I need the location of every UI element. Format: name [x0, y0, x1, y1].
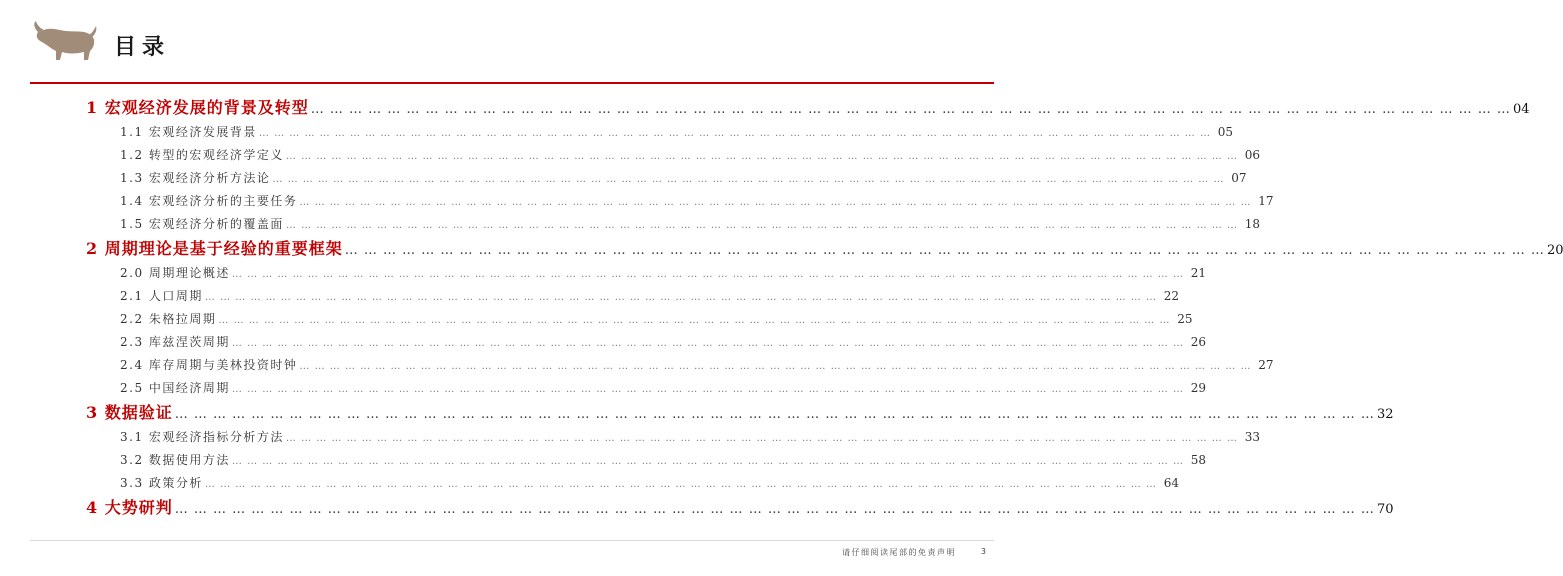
toc-subsection[interactable] [86, 354, 1274, 377]
toc-subsection[interactable] [86, 472, 1179, 495]
dot-leader: … … … … … … … … … … … … … … … … … … … … … … … … … … … … … … … … … … … … … … … … … … … … … … … … … … … … … … … … … … … … … … … [258, 128, 1211, 139]
toc-subsection-page-number: 25 [1177, 312, 1193, 326]
toc-subsection[interactable] [86, 308, 1193, 331]
dot-leader: … … … … … … … … … … … … … … … … … … … … … … … … … … … … … … … … … … … … … … … … … … … … … … … … … … … … … … … … … … … … … … … [174, 502, 1375, 517]
toc-subsection-page-number: 64 [1163, 476, 1179, 490]
toc-subsection[interactable] [86, 285, 1179, 308]
toc-subsection[interactable] [86, 167, 1247, 190]
dot-leader: … … … … … … … … … … … … … … … … … … … … … … … … … … … … … … … … … … … … … … … … … … … … … … … … … … … … … … … … … … … … … … … [231, 384, 1184, 395]
toc-subsection[interactable] [86, 213, 1260, 236]
toc-subsection[interactable] [86, 190, 1274, 213]
bull-icon [30, 18, 98, 62]
dot-leader: … … … … … … … … … … … … … … … … … … … … … … … … … … … … … … … … … … … … … … … … … … … … … … … … … … … … … … … … … … … … … … … [204, 479, 1157, 490]
toc-subsection[interactable] [86, 426, 1260, 449]
toc-section-label: 4 大势研判 [86, 498, 173, 517]
toc-section-label: 3 数据验证 [86, 403, 173, 422]
toc-subsection-page-number: 18 [1244, 217, 1260, 231]
toc-subsection[interactable] [86, 449, 1206, 472]
dot-leader: … … … … … … … … … … … … … … … … … … … … … … … … … … … … … … … … … … … … … … … … … … … … … … … … … … … … … … … … … … … … … … … [231, 338, 1184, 349]
dot-leader: … … … … … … … … … … … … … … … … … … … … … … … … … … … … … … … … … … … … … … … … … … … … … … … … … … … … … … … … … … … … … … … [174, 407, 1375, 422]
toc-subsection-label: 2.2 朱格拉周期 [120, 312, 217, 326]
toc-section-label: 1 宏观经济发展的背景及转型 [86, 98, 309, 117]
toc-section[interactable] [86, 95, 1530, 121]
page-number: 3 [980, 547, 986, 556]
disclaimer-text: 请仔细阅读尾部的免责声明 [842, 548, 956, 557]
dot-leader: … … … … … … … … … … … … … … … … … … … … … … … … … … … … … … … … … … … … … … … … … … … … … … … … … … … … … … … … … … … … … … … [231, 456, 1184, 467]
toc-subsection-label: 2.1 人口周期 [120, 289, 203, 303]
toc-subsection[interactable] [86, 377, 1206, 400]
toc-section-page-number: 32 [1376, 407, 1394, 422]
toc-subsection-page-number: 29 [1190, 381, 1206, 395]
toc-subsection-label: 1.3 宏观经济分析方法论 [120, 171, 271, 185]
toc-subsection-page-number: 22 [1163, 289, 1179, 303]
toc-section-label: 2 周期理论是基于经验的重要框架 [86, 239, 343, 258]
dot-leader: … … … … … … … … … … … … … … … … … … … … … … … … … … … … … … … … … … … … … … … … … … … … … … … … … … … … … … … … … … … … … … … [204, 292, 1157, 303]
toc-subsection-label: 2.3 库兹涅茨周期 [120, 335, 230, 349]
toc-subsection-label: 3.2 数据使用方法 [120, 453, 230, 467]
toc-section[interactable] [86, 236, 1563, 262]
dot-leader: … … … … … … … … … … … … … … … … … … … … … … … … … … … … … … … … … … … … … … … … … … … … … … … … … … … … … … … … … … … … … … … [285, 433, 1238, 444]
toc-subsection-label: 1.4 宏观经济分析的主要任务 [120, 194, 298, 208]
toc-section-page-number: 20 [1546, 243, 1563, 258]
toc-subsection[interactable] [86, 331, 1206, 354]
toc-section-page-number: 70 [1376, 502, 1394, 517]
toc-subsection-label: 2.4 库存周期与美林投资时钟 [120, 358, 298, 372]
toc-subsection-page-number: 21 [1190, 266, 1206, 280]
dot-leader: … … … … … … … … … … … … … … … … … … … … … … … … … … … … … … … … … … … … … … … … … … … … … … … … … … … … … … … … … … … … … … … [310, 102, 1511, 117]
dot-leader: … … … … … … … … … … … … … … … … … … … … … … … … … … … … … … … … … … … … … … … … … … … … … … … … … … … … … … … … … … … … … … … [218, 315, 1171, 326]
dot-leader: … … … … … … … … … … … … … … … … … … … … … … … … … … … … … … … … … … … … … … … … … … … … … … … … … … … … … … … … … … … … … … … [344, 243, 1545, 258]
dot-leader: … … … … … … … … … … … … … … … … … … … … … … … … … … … … … … … … … … … … … … … … … … … … … … … … … … … … … … … … … … … … … … … [299, 197, 1252, 208]
toc-subsection-page-number: 07 [1231, 171, 1247, 185]
header-divider [30, 82, 994, 84]
toc-subsection-label: 2.0 周期理论概述 [120, 266, 230, 280]
page-title: 目录 [114, 35, 171, 60]
toc-subsection-label: 3.3 政策分析 [120, 476, 203, 490]
toc-subsection-label: 1.2 转型的宏观经济学定义 [120, 148, 284, 162]
toc-subsection-label: 2.5 中国经济周期 [120, 381, 230, 395]
toc-subsection-label: 3.1 宏观经济指标分析方法 [120, 430, 284, 444]
toc-subsection-label: 1.5 宏观经济分析的覆盖面 [120, 217, 284, 231]
dot-leader: … … … … … … … … … … … … … … … … … … … … … … … … … … … … … … … … … … … … … … … … … … … … … … … … … … … … … … … … … … … … … … … [272, 174, 1225, 185]
toc-section[interactable] [86, 400, 1394, 426]
dot-leader: … … … … … … … … … … … … … … … … … … … … … … … … … … … … … … … … … … … … … … … … … … … … … … … … … … … … … … … … … … … … … … … [285, 220, 1238, 231]
dot-leader: … … … … … … … … … … … … … … … … … … … … … … … … … … … … … … … … … … … … … … … … … … … … … … … … … … … … … … … … … … … … … … … [299, 361, 1252, 372]
toc-subsection[interactable] [86, 121, 1233, 144]
toc-section-page-number: 04 [1512, 102, 1530, 117]
toc-subsection-page-number: 58 [1190, 453, 1206, 467]
toc-subsection-page-number: 06 [1244, 148, 1260, 162]
toc-subsection-page-number: 33 [1244, 430, 1260, 444]
toc-section[interactable] [86, 495, 1394, 521]
toc-subsection-page-number: 05 [1217, 125, 1233, 139]
dot-leader: … … … … … … … … … … … … … … … … … … … … … … … … … … … … … … … … … … … … … … … … … … … … … … … … … … … … … … … … … … … … … … … [285, 151, 1238, 162]
dot-leader: … … … … … … … … … … … … … … … … … … … … … … … … … … … … … … … … … … … … … … … … … … … … … … … … … … … … … … … … … … … … … … … [231, 269, 1184, 280]
table-of-contents [86, 95, 1563, 521]
toc-subsection-page-number: 26 [1190, 335, 1206, 349]
toc-subsection[interactable] [86, 262, 1206, 285]
toc-subsection-page-number: 27 [1258, 358, 1274, 372]
toc-subsection-label: 1.1 宏观经济发展背景 [120, 125, 257, 139]
footer-divider [30, 540, 994, 541]
toc-subsection[interactable] [86, 144, 1260, 167]
toc-subsection-page-number: 17 [1258, 194, 1274, 208]
